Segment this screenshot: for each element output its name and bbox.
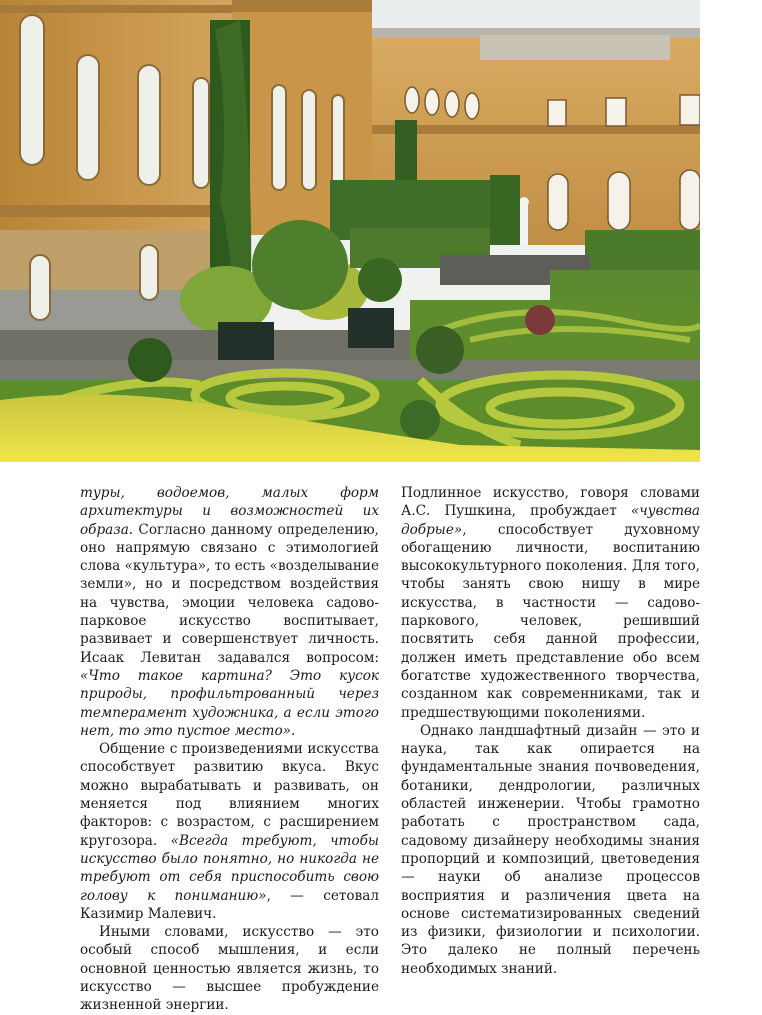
text-run: Общение с произведениями искусства способствует развитию вкуса. Вкус можно вырабатывать и развивать, он меняется под влиянием многих факторов: с возрастом, с расширением кругозора. [80, 741, 379, 849]
garden-photo-drawing [0, 0, 700, 462]
text-run: Согласно данному определению, оно напрямую связано с этимологией слова «культура», то есть «возделывание земли», но и посредством воздействия на чувства, эмоции человека садово-парковое искусство воспитывает, развивает и совершенствует личность. Исаак Левитан задавался вопросом: [80, 521, 379, 666]
article-text [80, 484, 700, 1015]
paragraph [80, 923, 379, 1014]
levitan-quote: «Что такое картина? Это кусок природы, профильтрованный через темперамент художника, а если этого нет, то это пустое место» [80, 667, 379, 739]
text-run: , — сетовал Казимир Малевич. [80, 887, 379, 922]
text-run: . [290, 722, 296, 739]
paragraph [401, 484, 700, 722]
paragraph [80, 484, 379, 740]
text-run: , способствует духовному обогащению личности, воспитанию высококультурного поколения. Для того, чтобы занять свою нишу в мире искусства, в частности — садово-паркового, человек, решивший посвятить себя данной профессии, должен иметь представление обо всем богатстве художественного творчества, созданном как современниками, так и предшествующими поколениями. [401, 521, 700, 721]
italic-phrase: туры, водоемов, малых форм архитектуры и возможностей их образа. [80, 485, 379, 538]
garden-photo [0, 0, 700, 462]
paragraph [80, 740, 379, 923]
malevich-quote: «Всегда требуют, чтобы искусство было понятно, но никогда не требуют от себя приспособить свою голову к пониманию» [80, 832, 379, 904]
pushkin-quote: «чувства добрые» [401, 503, 700, 538]
text-run: Однако ландшафтный дизайн — это и наука, так как опирается на фундаментальные знания почвоведения, ботаники, дендрологии, различных областей инженерии. Чтобы грамотно работать с пространством сада, садовому дизайнеру необходимы знания пропорций и композиций, цветоведения — науки об анализе процессов восприятия и различения цвета на основе систематизированных сведений из физики, физиологии и психологии. Это далеко не полный перечень необходимых знаний. [401, 722, 700, 977]
paragraph [401, 722, 700, 978]
text-run: Иными словами, искусство — это особый способ мышления, и если основной ценностью является жизнь, то искусство — высшее пробуждение жизненной энергии. [80, 924, 379, 1014]
right-column [401, 484, 700, 1015]
left-column [80, 484, 379, 1015]
text-run: Подлинное искусство, говоря словами А.С. Пушкина, пробуждает [401, 485, 700, 520]
